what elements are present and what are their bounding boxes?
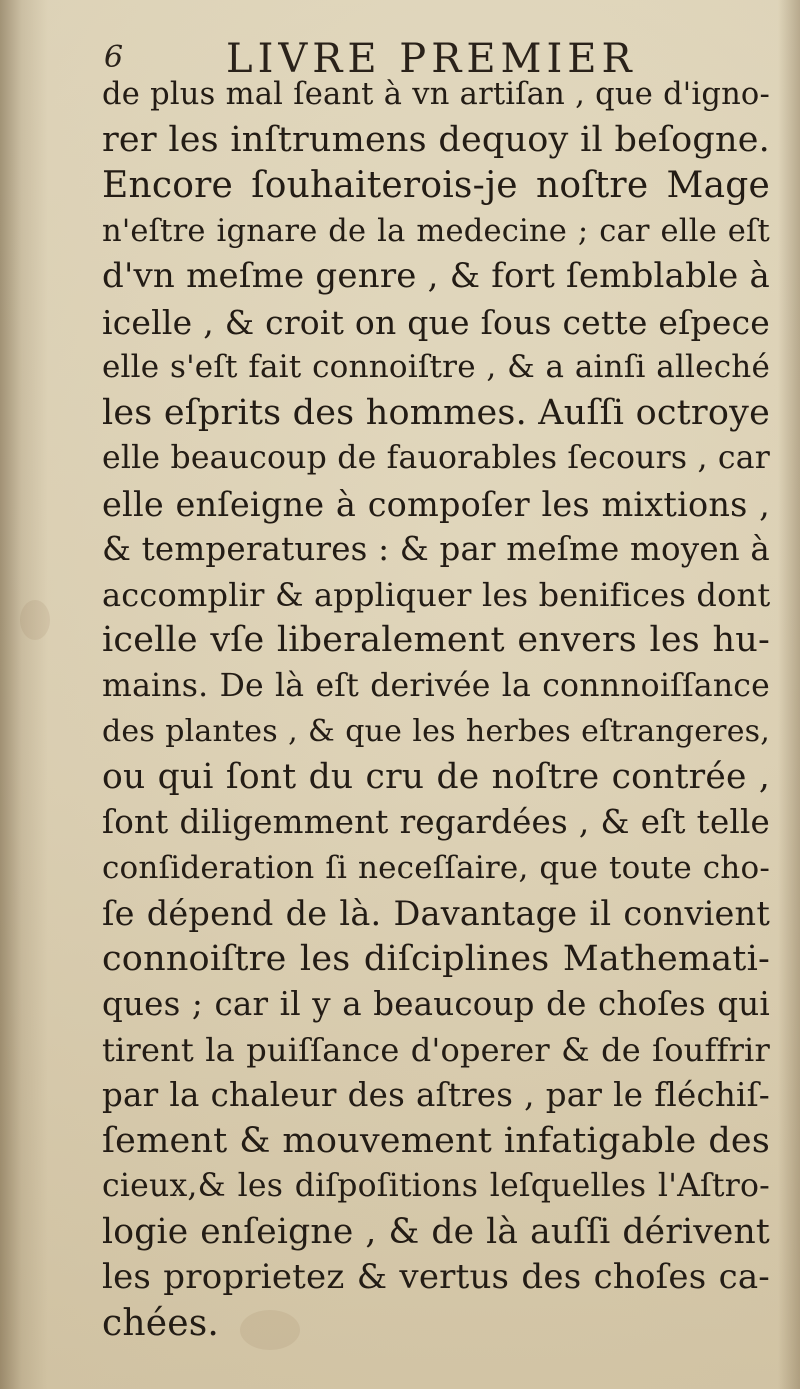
body-text [102, 72, 770, 1346]
text-line: mains. De là eſt derivée la connnoiſſance [102, 667, 770, 704]
text-line: n'eſtre ignare de la medecine ; car elle eſt [102, 213, 770, 249]
text-line: par la chaleur des aſtres , par le fléchiſ- [102, 1076, 770, 1114]
text-line: elle s'eſt fait connoiſtre , & a ainſi alleché [102, 349, 770, 385]
text-line: d'vn meſme genre , & fort ſemblable à [102, 256, 770, 296]
text-line: Encore ſouhaiterois-je noſtre Mage [102, 165, 770, 206]
text-line: cieux,& les diſpoſitions leſquelles l'Aſtro- [102, 1168, 770, 1204]
text-line: icelle , & croit on que ſous cette eſpece [102, 302, 770, 342]
running-title: LIVRE PREMIER [226, 36, 637, 82]
text-line: tirent la puiſſance d'operer & de ſouffrir [102, 1030, 770, 1069]
text-line: ou qui ſont du cru de noſtre contrée , [102, 756, 770, 797]
text-line: & temperatures : & par meſme moyen à [102, 530, 770, 568]
text-line: ſement & mouvement infatigable des [102, 1120, 770, 1161]
text-line: de plus mal ſeant à vn artiſan , que d'igno- [102, 77, 770, 112]
paper-stain [20, 600, 50, 640]
text-line: les eſprits des hommes. Auſſi octroye [102, 392, 770, 433]
text-line: rer les inſtrumens dequoy il beſogne. [102, 119, 770, 160]
text-line: chées. [102, 1302, 220, 1344]
text-line: conſideration ſi neceſſaire, que toute cho- [102, 849, 770, 886]
text-line: logie enſeigne , & de là auſſi dérivent [102, 1211, 770, 1252]
text-line: des plantes , & que les herbes eſtrangeres, [102, 714, 770, 749]
binding-shadow [0, 0, 48, 1389]
text-line: elle enſeigne à compoſer les mixtions , [102, 484, 770, 524]
text-line: les proprietez & vertus des choſes ca- [102, 1257, 770, 1297]
text-line: elle beaucoup de fauorables ſecours , car [102, 440, 770, 476]
text-line: icelle vſe liberalement envers les hu- [102, 620, 770, 660]
text-line: ſe dépend de là. Davantage il convient [102, 894, 770, 933]
text-line: connoiſtre les diſciplines Mathemati- [102, 938, 770, 979]
page-edge-shadow [778, 0, 800, 1389]
page-number: 6 [104, 40, 124, 75]
text-line: accomplir & appliquer les benifices dont [102, 575, 771, 614]
text-line: ques ; car il y a beaucoup de choſes qui [102, 985, 770, 1023]
text-line: ſont diligemment regardées , & eſt telle [102, 803, 770, 841]
